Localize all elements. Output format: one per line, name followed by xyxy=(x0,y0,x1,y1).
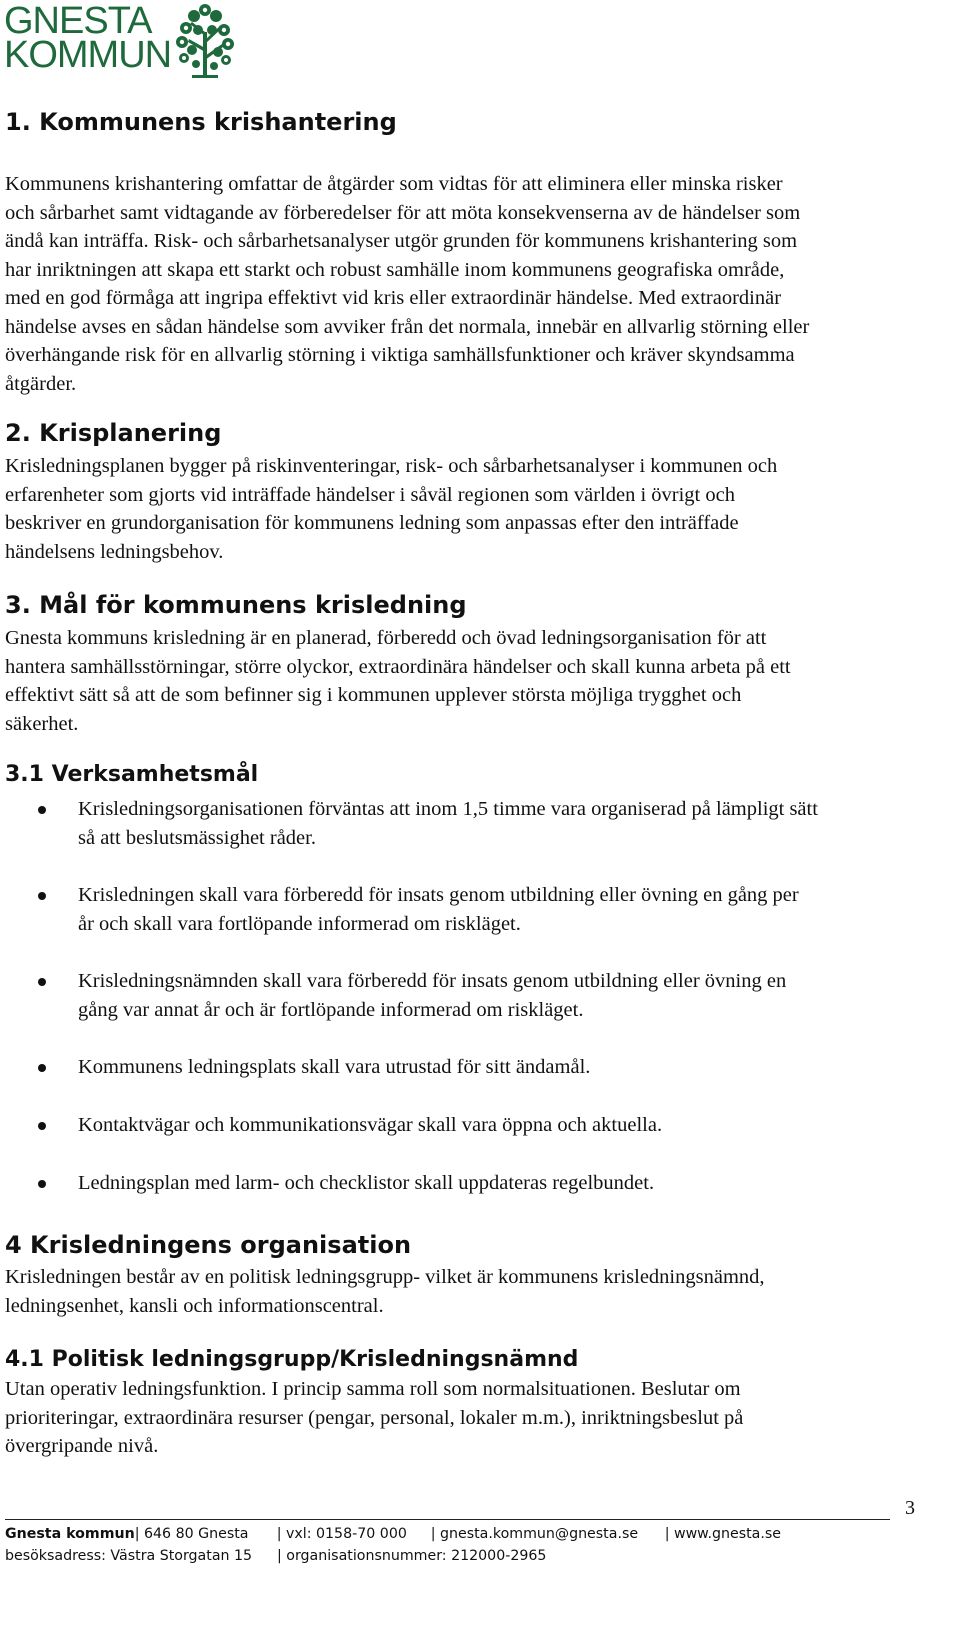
footer-phone: | vxl: 0158-70 000 xyxy=(276,1526,407,1542)
text-line: Kommunens ledningsplats skall vara utrustad för sitt ändamål. xyxy=(78,1056,591,1078)
list-item xyxy=(5,967,935,1053)
text-line: Kommunens krishantering omfattar de åtgärder som vidtas för att eliminera eller minska risker xyxy=(5,173,783,195)
heading-krisplanering: 2. Krisplanering xyxy=(5,419,222,447)
bullet-icon xyxy=(38,892,46,900)
heading-kommunens-krishantering: 1. Kommunens krishantering xyxy=(5,108,397,136)
text-line: Kontaktvägar och kommunikationsvägar skall vara öppna och aktuella. xyxy=(78,1114,663,1136)
text-line: övergripande nivå. xyxy=(5,1435,159,1457)
paragraph-politisk-ledningsgrupp xyxy=(5,1375,935,1461)
footer-divider xyxy=(5,1519,890,1520)
text-line: händelsens ledningsbehov. xyxy=(5,540,224,563)
bullet-icon xyxy=(38,1064,46,1072)
text-line: ändå kan inträffa. Risk- och sårbarhetsanalyser utgör grunden för kommunens krishantering som xyxy=(5,230,798,252)
logo-wordmark xyxy=(4,0,172,76)
text-line: Krisledningsplanen bygger på riskinventeringar, risk- och sårbarhetsanalyser i kommunen och xyxy=(5,455,778,477)
footer-email: | gnesta.kommun@gnesta.se xyxy=(430,1526,639,1542)
footer-website: | www.gnesta.se xyxy=(664,1526,781,1542)
text-line: Krisledningen består av en politisk ledningsgrupp- vilket är kommunens krisledningsnämnd, xyxy=(5,1266,765,1288)
page-number: 3 xyxy=(905,1497,915,1519)
text-line: Ledningsplan med larm- och checklistor skall uppdateras regelbundet. xyxy=(78,1172,655,1194)
text-line: erfarenheter som gjorts vid inträffade händelser i såväl regionen som världen i övrigt och xyxy=(5,483,735,506)
text-line: prioriteringar, extraordinära resurser (pengar, personal, lokaler m.m.), inriktningsbeslut på xyxy=(5,1406,744,1429)
text-line: så att beslutsmässighet råder. xyxy=(78,826,316,849)
gnesta-kommun-logo xyxy=(4,2,244,82)
text-line: hantera samhällsstörningar, större olyckor, extraordinära händelser och skall kunna arbeta på ett xyxy=(5,655,791,678)
text-line: ledningsenhet, kansli och informationscentral. xyxy=(5,1294,384,1317)
text-line: Krisledningen skall vara förberedd för insats genom utbildning eller övning en gång per xyxy=(78,884,799,906)
tree-icon xyxy=(174,2,236,80)
text-line: händelse avses en sådan händelse som avviker från det normala, innebär en allvarlig störning eller xyxy=(5,315,810,338)
list-item xyxy=(5,1053,935,1111)
heading-mal-for-krisledning: 3. Mål för kommunens krisledning xyxy=(5,591,467,619)
footer-postal-address: | 646 80 Gnesta xyxy=(134,1526,249,1542)
list-item xyxy=(5,795,935,881)
list-item xyxy=(5,1111,935,1169)
bullet-list-verksamhetsmal xyxy=(5,795,935,1199)
bullet-icon xyxy=(38,978,46,986)
text-line: Krisledningsnämnden skall vara förberedd för insats genom utbildning eller övning en xyxy=(78,970,787,992)
paragraph-krisplanering xyxy=(5,452,935,566)
logo-line-1: GNESTA xyxy=(4,0,152,42)
paragraph-krishantering xyxy=(5,170,935,398)
footer-visiting-address: besöksadress: Västra Storgatan 15 xyxy=(5,1548,253,1564)
logo-line-2: KOMMUN xyxy=(4,34,172,76)
footer-line-2 xyxy=(5,1548,546,1564)
text-line: gång var annat år och är fortlöpande informerad om riskläget. xyxy=(78,998,584,1021)
heading-politisk-ledningsgrupp: 4.1 Politisk ledningsgrupp/Krisledningsnämnd xyxy=(5,1347,579,1372)
text-line: effektivt sätt så att de som befinner sig i kommunen upplever största möjliga trygghet och xyxy=(5,684,742,706)
heading-krisledningens-organisation: 4 Krisledningens organisation xyxy=(5,1231,412,1259)
paragraph-mal xyxy=(5,624,935,738)
footer-org-number: | organisationsnummer: 212000-2965 xyxy=(277,1548,547,1564)
text-line: säkerhet. xyxy=(5,712,79,735)
text-line: Krisledningsorganisationen förväntas att inom 1,5 timme vara organiserad på lämpligt sätt xyxy=(78,798,818,820)
paragraph-organisation xyxy=(5,1263,935,1320)
text-line: åtgärder. xyxy=(5,372,77,395)
text-line: och sårbarhet samt vidtagande av förberedelser för att möta konsekvenserna av de händelser som xyxy=(5,201,801,224)
text-line: med en god förmåga att ingripa effektivt vid kris eller extraordinär händelse. Med extraordinär xyxy=(5,287,782,309)
text-line: år och skall vara fortlöpande informerad om riskläget. xyxy=(78,912,521,935)
list-item xyxy=(5,1169,935,1199)
text-line: beskriver en grundorganisation för kommunens ledning som anpassas efter den inträffade xyxy=(5,512,739,534)
text-line: har inriktningen att skapa ett starkt och robust samhälle inom kommunens geografiska område, xyxy=(5,258,785,281)
text-line: Utan operativ ledningsfunktion. I princip samma roll som normalsituationen. Beslutar om xyxy=(5,1378,741,1400)
bullet-icon xyxy=(38,806,46,814)
text-line: överhängande risk för en allvarlig störning i viktiga samhällsfunktioner och kräver skyndsamma xyxy=(5,344,795,366)
bullet-icon xyxy=(38,1180,46,1188)
footer-org-name: Gnesta kommun xyxy=(5,1526,135,1542)
text-line: Gnesta kommuns krisledning är en planerad, förberedd och övad ledningsorganisation för att xyxy=(5,627,767,649)
heading-verksamhetsmal: 3.1 Verksamhetsmål xyxy=(5,762,259,787)
bullet-icon xyxy=(38,1122,46,1130)
list-item xyxy=(5,881,935,967)
footer-line-1 xyxy=(5,1526,781,1542)
